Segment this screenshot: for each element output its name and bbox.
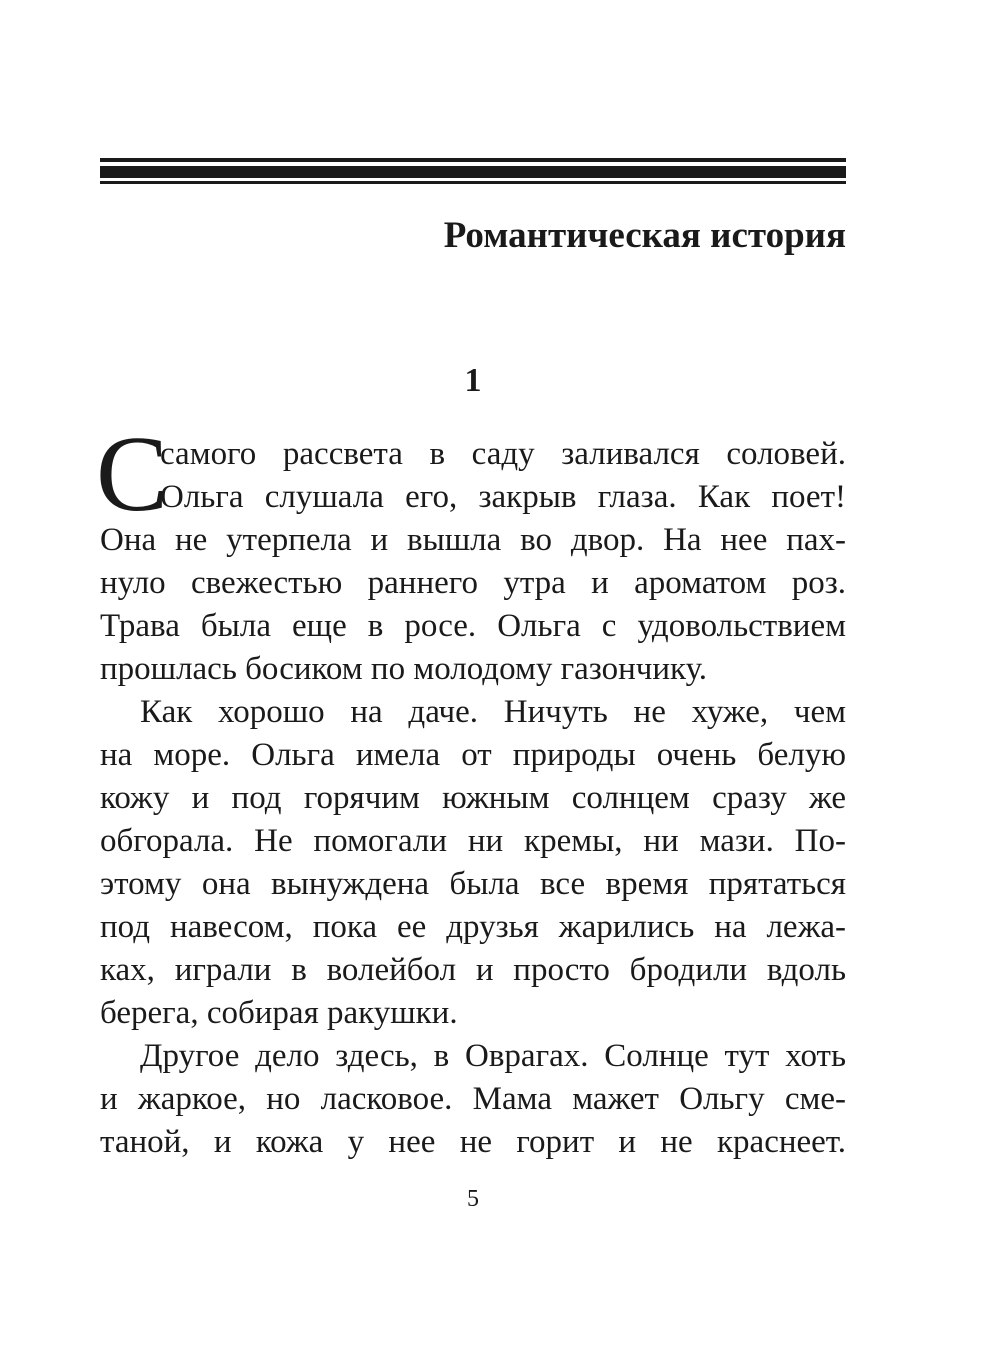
header-rule-bottom: [100, 181, 846, 184]
text-line: нуло свежестью раннего утра и ароматом роз.: [100, 565, 846, 601]
text-line: Ольга слушала его, закрыв глаза. Как поет!: [160, 479, 846, 515]
text-line: таной, и кожа у нее не горит и не краснеет.: [100, 1124, 846, 1160]
header-rule-thick: [100, 166, 846, 178]
text-line: кожу и под горячим южным солнцем сразу же: [100, 780, 846, 816]
text-line: под навесом, пока ее друзья жарились на лежа-: [100, 909, 846, 945]
text-line: Другое дело здесь, в Оврагах. Солнце тут хоть: [140, 1038, 846, 1074]
drop-cap: С: [96, 415, 169, 534]
text-line: этому она вынуждена была все время прятаться: [100, 866, 846, 902]
page-number: 5: [467, 1186, 479, 1212]
body-text: [100, 433, 846, 691]
chapter-number: 1: [464, 362, 482, 399]
text-line: ках, играли в волейбол и просто бродили вдоль: [100, 952, 846, 988]
body-text: [100, 691, 846, 1035]
text-line: самого рассвета в саду заливался соловей.: [160, 436, 846, 472]
text-line: Как хорошо на даче. Ничуть не хуже, чем: [140, 694, 846, 730]
text-line: Трава была еще в росе. Ольга с удовольствием: [100, 608, 846, 644]
header-rule-thin: [100, 158, 846, 162]
chapter-title: Романтическая история: [443, 215, 846, 256]
text-line: на море. Ольга имела от природы очень белую: [100, 737, 846, 773]
text-line: и жаркое, но ласковое. Мама мажет Ольгу сме-: [100, 1081, 846, 1117]
text-line: прошлась босиком по молодому газончику.: [100, 651, 708, 687]
text-line: Она не утерпела и вышла во двор. На нее пах-: [100, 522, 846, 558]
body-text: [100, 1035, 846, 1164]
text-line: обгорала. Не помогали ни кремы, ни мази. По-: [100, 823, 846, 859]
text-line: берега, собирая ракушки.: [100, 995, 458, 1031]
